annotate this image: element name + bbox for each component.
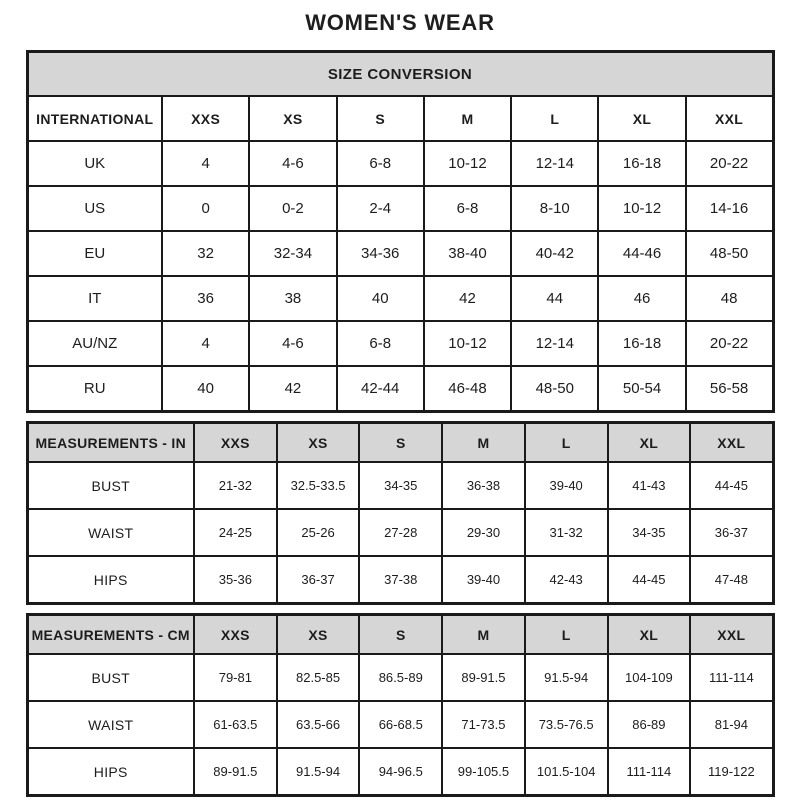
table-cell: 44-45 [608, 556, 691, 604]
table-cell: 39-40 [525, 462, 608, 509]
table-row [27, 509, 773, 556]
size-column-header: M [442, 423, 525, 463]
table-row [27, 701, 773, 748]
size-column-header: L [525, 615, 608, 655]
table-cell: 36-38 [442, 462, 525, 509]
table-cell: 63.5-66 [277, 701, 360, 748]
size-column-header: XL [608, 423, 691, 463]
size-column-header: S [359, 423, 442, 463]
table-cell: 48 [686, 276, 773, 321]
table-cell: 21-32 [194, 462, 277, 509]
table-cell: 29-30 [442, 509, 525, 556]
table-cell: 4-6 [249, 141, 336, 186]
row-label: AU/NZ [27, 321, 162, 366]
table-row [27, 462, 773, 509]
table-cell: 46 [598, 276, 685, 321]
table-row [27, 52, 773, 97]
table-cell: 61-63.5 [194, 701, 277, 748]
table-cell: 34-35 [608, 509, 691, 556]
table-cell: 40-42 [511, 231, 598, 276]
table-cell: 73.5-76.5 [525, 701, 608, 748]
row-label: UK [27, 141, 162, 186]
table-cell: 38 [249, 276, 336, 321]
size-column-header: XXL [690, 615, 773, 655]
row-label: WAIST [27, 509, 194, 556]
table-cell: 37-38 [359, 556, 442, 604]
row-label: IT [27, 276, 162, 321]
table-cell: 38-40 [424, 231, 511, 276]
table-cell: 41-43 [608, 462, 691, 509]
table-cell: 27-28 [359, 509, 442, 556]
table-cell: 34-36 [337, 231, 424, 276]
table-cell: 42-43 [525, 556, 608, 604]
size-column-header: XL [598, 96, 685, 141]
table-cell: 40 [162, 366, 249, 412]
table-cell: 48-50 [511, 366, 598, 412]
table-cell: 66-68.5 [359, 701, 442, 748]
table-cell: 79-81 [194, 654, 277, 701]
table-cell: 89-91.5 [442, 654, 525, 701]
size-column-header: XL [608, 615, 691, 655]
table-cell: 12-14 [511, 321, 598, 366]
table-row [27, 423, 773, 463]
table-cell: 24-25 [194, 509, 277, 556]
table-row [27, 615, 773, 655]
measurements-in-table [26, 421, 775, 605]
table-cell: 91.5-94 [525, 654, 608, 701]
size-column-header: XS [249, 96, 336, 141]
size-column-header: XS [277, 615, 360, 655]
table-cell: 34-35 [359, 462, 442, 509]
size-column-header: L [525, 423, 608, 463]
size-column-header: M [442, 615, 525, 655]
table-cell: 0-2 [249, 186, 336, 231]
table-cell: 20-22 [686, 321, 773, 366]
size-column-header: XXS [162, 96, 249, 141]
table-cell: 4-6 [249, 321, 336, 366]
table-row [27, 748, 773, 796]
row-label: HIPS [27, 748, 194, 796]
size-column-header: XXL [690, 423, 773, 463]
table-cell: 36 [162, 276, 249, 321]
table-title: MEASUREMENTS - CM [27, 615, 194, 655]
table-cell: 71-73.5 [442, 701, 525, 748]
table-row [27, 366, 773, 412]
table-cell: 86-89 [608, 701, 691, 748]
table-cell: 25-26 [277, 509, 360, 556]
table-cell: 82.5-85 [277, 654, 360, 701]
table-cell: 44-45 [690, 462, 773, 509]
tables-container [26, 50, 775, 797]
table-row [27, 141, 773, 186]
size-column-header: XXL [686, 96, 773, 141]
row-label: WAIST [27, 701, 194, 748]
table-cell: 14-16 [686, 186, 773, 231]
measurements-cm-table [26, 613, 775, 797]
size-column-header: XS [277, 423, 360, 463]
row-label: INTERNATIONAL [27, 96, 162, 141]
table-cell: 31-32 [525, 509, 608, 556]
table-cell: 12-14 [511, 141, 598, 186]
table-cell: 36-37 [277, 556, 360, 604]
table-cell: 10-12 [598, 186, 685, 231]
table-row [27, 186, 773, 231]
table-cell: 10-12 [424, 321, 511, 366]
table-cell: 6-8 [337, 141, 424, 186]
table-cell: 42 [424, 276, 511, 321]
table-row [27, 321, 773, 366]
table-cell: 94-96.5 [359, 748, 442, 796]
table-cell: 35-36 [194, 556, 277, 604]
row-label: BUST [27, 654, 194, 701]
table-cell: 111-114 [690, 654, 773, 701]
table-cell: 101.5-104 [525, 748, 608, 796]
table-cell: 4 [162, 321, 249, 366]
size-column-header: L [511, 96, 598, 141]
size-column-header: M [424, 96, 511, 141]
row-label: BUST [27, 462, 194, 509]
table-cell: 104-109 [608, 654, 691, 701]
table-cell: 32.5-33.5 [277, 462, 360, 509]
size-column-header: XXS [194, 423, 277, 463]
table-cell: 47-48 [690, 556, 773, 604]
table-cell: 32-34 [249, 231, 336, 276]
size-column-header: S [359, 615, 442, 655]
table-cell: 42-44 [337, 366, 424, 412]
row-label: HIPS [27, 556, 194, 604]
row-label: RU [27, 366, 162, 412]
table-cell: 36-37 [690, 509, 773, 556]
table-cell: 50-54 [598, 366, 685, 412]
table-cell: 40 [337, 276, 424, 321]
table-cell: 111-114 [608, 748, 691, 796]
table-cell: 32 [162, 231, 249, 276]
table-cell: 48-50 [686, 231, 773, 276]
table-cell: 86.5-89 [359, 654, 442, 701]
table-cell: 44 [511, 276, 598, 321]
table-cell: 39-40 [442, 556, 525, 604]
size-column-header: XXS [194, 615, 277, 655]
table-cell: 16-18 [598, 141, 685, 186]
table-row [27, 556, 773, 604]
table-cell: 20-22 [686, 141, 773, 186]
size-column-header: S [337, 96, 424, 141]
table-cell: 16-18 [598, 321, 685, 366]
table-title: SIZE CONVERSION [27, 52, 773, 97]
table-cell: 99-105.5 [442, 748, 525, 796]
table-cell: 56-58 [686, 366, 773, 412]
table-cell: 42 [249, 366, 336, 412]
table-cell: 89-91.5 [194, 748, 277, 796]
table-cell: 6-8 [424, 186, 511, 231]
table-cell: 4 [162, 141, 249, 186]
table-row [27, 654, 773, 701]
table-cell: 6-8 [337, 321, 424, 366]
table-title: MEASUREMENTS - IN [27, 423, 194, 463]
table-row [27, 276, 773, 321]
row-label: EU [27, 231, 162, 276]
table-row [27, 231, 773, 276]
table-cell: 8-10 [511, 186, 598, 231]
table-cell: 2-4 [337, 186, 424, 231]
row-label: US [27, 186, 162, 231]
table-cell: 44-46 [598, 231, 685, 276]
table-cell: 81-94 [690, 701, 773, 748]
table-cell: 119-122 [690, 748, 773, 796]
table-cell: 46-48 [424, 366, 511, 412]
table-cell: 10-12 [424, 141, 511, 186]
table-cell: 0 [162, 186, 249, 231]
table-row [27, 96, 773, 141]
page-title: WOMEN'S WEAR [305, 10, 495, 35]
size-conversion-table [26, 50, 775, 413]
table-cell: 91.5-94 [277, 748, 360, 796]
